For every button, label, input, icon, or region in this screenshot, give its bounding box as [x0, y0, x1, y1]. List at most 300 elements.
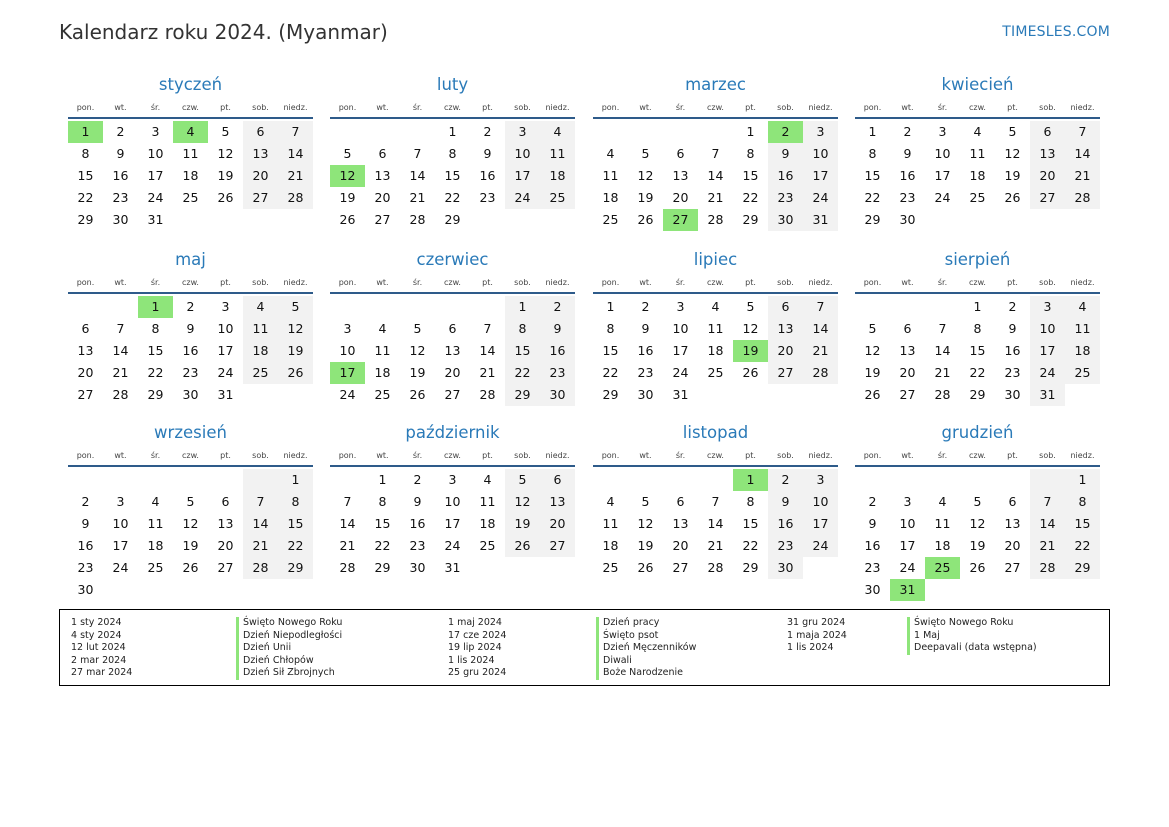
day-cell: 21 — [707, 190, 724, 205]
day-cell: 28 — [803, 362, 838, 384]
day-cell: 11 — [479, 494, 496, 509]
day-cell: 7 — [1030, 491, 1065, 513]
day-cell: 15 — [374, 516, 391, 531]
day-cell: 26 — [182, 560, 199, 575]
weekday-label: sob. — [514, 450, 531, 460]
day-cell: 13 — [77, 343, 94, 358]
empty-cell — [960, 469, 995, 491]
empty-cell — [400, 121, 435, 143]
legend-date: 2 mar 2024 — [71, 654, 127, 666]
day-cell: 16 — [637, 343, 654, 358]
empty-cell — [663, 121, 698, 143]
day-cell: 13 — [374, 168, 391, 183]
day-cell: 23 — [1004, 365, 1021, 380]
day-cell: 12 — [217, 146, 234, 161]
day-cell: 28 — [479, 387, 496, 402]
day-cell: 13 — [672, 516, 689, 531]
day-cell: 9 — [186, 321, 195, 336]
day-cell: 2 — [413, 472, 422, 487]
weekday-label: czw. — [969, 277, 986, 287]
day-cell: 26 — [637, 212, 654, 227]
day-cell: 6 — [448, 321, 457, 336]
day-cell: 25 — [602, 560, 619, 575]
day-cell: 5 — [505, 469, 540, 491]
day-cell: 27 — [1004, 560, 1021, 575]
weekday-header — [68, 445, 313, 467]
day-cell: 12 — [409, 343, 426, 358]
holiday-day-cell: 31 — [890, 579, 925, 601]
legend-holiday-name: Dzień pracy — [596, 617, 696, 630]
day-cell: 22 — [742, 538, 759, 553]
weekday-label: sob. — [1039, 277, 1056, 287]
weekday-label: pon. — [76, 102, 95, 112]
day-cell: 27 — [1030, 187, 1065, 209]
month-name: wrzesień — [154, 423, 227, 442]
day-cell: 21 — [409, 190, 426, 205]
day-cell: 9 — [768, 491, 803, 513]
day-cell: 8 — [378, 494, 387, 509]
empty-cell — [365, 296, 400, 318]
day-cell: 11 — [602, 516, 619, 531]
day-cell: 26 — [637, 560, 654, 575]
day-cell: 10 — [803, 143, 838, 165]
day-cell: 24 — [899, 560, 916, 575]
day-cell: 3 — [803, 469, 838, 491]
day-cell: 16 — [409, 516, 426, 531]
holiday-day-cell: 25 — [925, 557, 960, 579]
weekday-header — [593, 445, 838, 467]
days-grid — [330, 469, 575, 579]
day-cell: 4 — [606, 146, 615, 161]
legend-date: 1 lis 2024 — [787, 642, 834, 654]
legend-date: 1 lis 2024 — [448, 654, 495, 666]
day-cell: 2 — [116, 124, 125, 139]
weekday-label: pon. — [76, 450, 95, 460]
weekday-label: śr. — [937, 450, 948, 460]
day-cell: 11 — [969, 146, 986, 161]
weekday-label: śr. — [150, 277, 161, 287]
empty-cell — [103, 469, 138, 491]
day-cell: 20 — [672, 538, 689, 553]
weekday-label: wt. — [376, 102, 389, 112]
day-cell: 1 — [448, 124, 457, 139]
day-cell: 14 — [409, 168, 426, 183]
empty-cell — [593, 469, 628, 491]
weekday-label: sob. — [252, 102, 269, 112]
legend-holiday-name: Święto Nowego Roku — [236, 617, 342, 630]
days-grid — [68, 296, 313, 406]
day-cell: 31 — [803, 209, 838, 231]
day-cell: 25 — [707, 365, 724, 380]
day-cell: 27 — [77, 387, 94, 402]
day-cell: 19 — [409, 365, 426, 380]
weekday-label: pon. — [601, 277, 620, 287]
day-cell: 22 — [374, 538, 391, 553]
day-cell: 21 — [707, 538, 724, 553]
day-cell: 15 — [77, 168, 94, 183]
weekday-label: wt. — [639, 102, 652, 112]
day-cell: 20 — [768, 340, 803, 362]
day-cell: 22 — [77, 190, 94, 205]
weekday-label: niedz. — [283, 102, 308, 112]
weekday-label: pt. — [220, 102, 231, 112]
day-cell: 30 — [768, 557, 803, 579]
day-cell: 17 — [934, 168, 951, 183]
day-cell: 8 — [448, 146, 457, 161]
weekday-label: sob. — [1039, 102, 1056, 112]
weekday-label: wt. — [639, 450, 652, 460]
day-cell: 2 — [641, 299, 650, 314]
empty-cell — [208, 469, 243, 491]
day-cell: 28 — [934, 387, 951, 402]
empty-cell — [330, 296, 365, 318]
weekday-label: pon. — [601, 450, 620, 460]
day-cell: 6 — [676, 146, 685, 161]
empty-cell — [925, 469, 960, 491]
day-cell: 30 — [637, 387, 654, 402]
day-cell: 30 — [768, 209, 803, 231]
day-cell: 22 — [742, 190, 759, 205]
day-cell: 21 — [1030, 535, 1065, 557]
day-cell: 24 — [112, 560, 129, 575]
day-cell: 11 — [707, 321, 724, 336]
day-cell: 6 — [903, 321, 912, 336]
day-cell: 29 — [278, 557, 313, 579]
holiday-day-cell: 2 — [768, 121, 803, 143]
weekday-header — [330, 272, 575, 294]
empty-cell — [593, 121, 628, 143]
day-cell: 16 — [540, 340, 575, 362]
day-cell: 30 — [864, 582, 881, 597]
day-cell: 4 — [973, 124, 982, 139]
weekday-label: czw. — [707, 277, 724, 287]
day-cell: 26 — [278, 362, 313, 384]
day-cell: 29 — [602, 387, 619, 402]
legend-dates-1 — [71, 617, 132, 680]
day-cell: 17 — [217, 343, 234, 358]
month-4 — [855, 73, 1100, 231]
day-cell: 12 — [637, 516, 654, 531]
day-cell: 7 — [938, 321, 947, 336]
empty-cell — [68, 296, 103, 318]
weekday-label: niedz. — [808, 450, 833, 460]
empty-cell — [663, 469, 698, 491]
day-cell: 23 — [540, 362, 575, 384]
day-cell: 25 — [147, 560, 164, 575]
weekday-label: czw. — [707, 102, 724, 112]
day-cell: 14 — [1030, 513, 1065, 535]
legend-date: 31 gru 2024 — [787, 617, 846, 628]
empty-cell — [995, 469, 1030, 491]
day-cell: 13 — [899, 343, 916, 358]
holiday-day-cell: 17 — [330, 362, 365, 384]
weekday-label: czw. — [969, 450, 986, 460]
day-cell: 26 — [339, 212, 356, 227]
day-cell: 3 — [1030, 296, 1065, 318]
day-cell: 18 — [540, 165, 575, 187]
day-cell: 24 — [803, 187, 838, 209]
day-cell: 2 — [1008, 299, 1017, 314]
weekday-label: wt. — [114, 450, 127, 460]
brand-link[interactable]: TIMESLES.COM — [1002, 24, 1110, 40]
day-cell: 11 — [1065, 318, 1100, 340]
weekday-label: niedz. — [545, 450, 570, 460]
day-cell: 3 — [116, 494, 125, 509]
weekday-label: pon. — [863, 450, 882, 460]
day-cell: 2 — [81, 494, 90, 509]
day-cell: 11 — [243, 318, 278, 340]
weekday-label: pt. — [745, 450, 756, 460]
day-cell: 22 — [505, 362, 540, 384]
day-cell: 17 — [444, 516, 461, 531]
weekday-label: śr. — [675, 277, 686, 287]
day-cell: 23 — [864, 560, 881, 575]
day-cell: 26 — [864, 387, 881, 402]
day-cell: 22 — [602, 365, 619, 380]
month-3 — [593, 73, 838, 231]
day-cell: 28 — [707, 560, 724, 575]
day-cell: 20 — [217, 538, 234, 553]
day-cell: 25 — [1065, 362, 1100, 384]
month-name: sierpień — [944, 250, 1011, 269]
legend-date: 12 lut 2024 — [71, 642, 126, 654]
holiday-day-cell: 27 — [663, 209, 698, 231]
day-cell: 18 — [1065, 340, 1100, 362]
day-cell: 21 — [934, 365, 951, 380]
weekday-label: wt. — [901, 450, 914, 460]
weekday-label: pon. — [338, 277, 357, 287]
day-cell: 8 — [973, 321, 982, 336]
empty-cell — [890, 296, 925, 318]
day-cell: 9 — [903, 146, 912, 161]
day-cell: 26 — [505, 535, 540, 557]
day-cell: 29 — [77, 212, 94, 227]
legend-date: 19 lip 2024 — [448, 642, 502, 654]
day-cell: 18 — [243, 340, 278, 362]
day-cell: 7 — [1065, 121, 1100, 143]
day-cell: 15 — [278, 513, 313, 535]
day-cell: 22 — [969, 365, 986, 380]
day-cell: 21 — [1065, 165, 1100, 187]
holiday-day-cell: 19 — [733, 340, 768, 362]
day-cell: 17 — [803, 513, 838, 535]
day-cell: 7 — [343, 494, 352, 509]
day-cell: 11 — [602, 168, 619, 183]
legend-date: 27 mar 2024 — [71, 667, 133, 679]
month-name: kwiecień — [941, 75, 1014, 94]
day-cell: 27 — [672, 560, 689, 575]
month-name: lipiec — [693, 250, 738, 269]
legend-names-3 — [907, 617, 1037, 655]
day-cell: 21 — [479, 365, 496, 380]
day-cell: 16 — [479, 168, 496, 183]
day-cell: 17 — [1030, 340, 1065, 362]
day-cell: 19 — [278, 340, 313, 362]
day-cell: 18 — [479, 516, 496, 531]
day-cell: 3 — [938, 124, 947, 139]
day-cell: 27 — [444, 387, 461, 402]
day-cell: 12 — [182, 516, 199, 531]
day-cell: 29 — [742, 212, 759, 227]
legend-holiday-name: Deepavali (data wstępna) — [907, 642, 1037, 655]
weekday-label: sob. — [1039, 450, 1056, 460]
day-cell: 28 — [112, 387, 129, 402]
day-cell: 15 — [147, 343, 164, 358]
weekday-label: sob. — [777, 450, 794, 460]
day-cell: 10 — [1030, 318, 1065, 340]
day-cell: 19 — [1004, 168, 1021, 183]
weekday-label: czw. — [182, 450, 199, 460]
day-cell: 9 — [868, 516, 877, 531]
day-cell: 20 — [899, 365, 916, 380]
day-cell: 19 — [182, 538, 199, 553]
days-grid — [855, 469, 1100, 601]
day-cell: 18 — [934, 538, 951, 553]
day-cell: 19 — [637, 538, 654, 553]
day-cell: 8 — [81, 146, 90, 161]
weekday-label: czw. — [182, 277, 199, 287]
empty-cell — [1030, 469, 1065, 491]
day-cell: 11 — [182, 146, 199, 161]
day-cell: 14 — [112, 343, 129, 358]
day-cell: 6 — [1030, 121, 1065, 143]
day-cell: 23 — [899, 190, 916, 205]
day-cell: 6 — [1008, 494, 1017, 509]
day-cell: 5 — [1008, 124, 1017, 139]
day-cell: 9 — [413, 494, 422, 509]
legend-dates-3 — [787, 617, 847, 655]
empty-cell — [628, 469, 663, 491]
weekday-label: pt. — [482, 102, 493, 112]
day-cell: 13 — [1004, 516, 1021, 531]
day-cell: 25 — [243, 362, 278, 384]
legend-date: 1 sty 2024 — [71, 617, 122, 628]
day-cell: 27 — [768, 362, 803, 384]
empty-cell — [173, 469, 208, 491]
day-cell: 26 — [969, 560, 986, 575]
day-cell: 11 — [540, 143, 575, 165]
page-title: Kalendarz roku 2024. (Myanmar) — [59, 20, 388, 44]
day-cell: 2 — [768, 469, 803, 491]
day-cell: 28 — [1030, 557, 1065, 579]
day-cell: 8 — [868, 146, 877, 161]
weekday-label: sob. — [777, 102, 794, 112]
day-cell: 23 — [77, 560, 94, 575]
days-grid — [593, 296, 838, 406]
day-cell: 18 — [707, 343, 724, 358]
day-cell: 20 — [540, 513, 575, 535]
day-cell: 6 — [540, 469, 575, 491]
day-cell: 2 — [483, 124, 492, 139]
weekday-label: pt. — [482, 450, 493, 460]
day-cell: 5 — [221, 124, 230, 139]
day-cell: 15 — [969, 343, 986, 358]
weekday-header — [593, 272, 838, 294]
day-cell: 16 — [77, 538, 94, 553]
day-cell: 24 — [672, 365, 689, 380]
day-cell: 4 — [606, 494, 615, 509]
day-cell: 5 — [746, 299, 755, 314]
day-cell: 18 — [374, 365, 391, 380]
day-cell: 1 — [868, 124, 877, 139]
empty-cell — [855, 469, 890, 491]
day-cell: 31 — [217, 387, 234, 402]
day-cell: 16 — [768, 165, 803, 187]
weekday-label: śr. — [150, 102, 161, 112]
weekday-header — [330, 97, 575, 119]
day-cell: 14 — [803, 318, 838, 340]
day-cell: 28 — [1065, 187, 1100, 209]
weekday-label: śr. — [412, 277, 423, 287]
weekday-label: pt. — [220, 277, 231, 287]
month-10 — [330, 421, 575, 579]
day-cell: 6 — [768, 296, 803, 318]
day-cell: 22 — [444, 190, 461, 205]
day-cell: 14 — [339, 516, 356, 531]
weekday-label: sob. — [252, 450, 269, 460]
day-cell: 1 — [606, 299, 615, 314]
day-cell: 21 — [243, 535, 278, 557]
month-name: październik — [405, 423, 500, 442]
month-name: czerwiec — [416, 250, 489, 269]
month-8 — [855, 248, 1100, 406]
day-cell: 5 — [641, 146, 650, 161]
day-cell: 7 — [711, 146, 720, 161]
day-cell: 5 — [868, 321, 877, 336]
day-cell: 15 — [505, 340, 540, 362]
day-cell: 17 — [899, 538, 916, 553]
day-cell: 3 — [151, 124, 160, 139]
day-cell: 14 — [243, 513, 278, 535]
day-cell: 25 — [182, 190, 199, 205]
day-cell: 10 — [803, 491, 838, 513]
empty-cell — [698, 121, 733, 143]
day-cell: 17 — [147, 168, 164, 183]
day-cell: 23 — [768, 535, 803, 557]
day-cell: 21 — [339, 538, 356, 553]
day-cell: 16 — [768, 513, 803, 535]
day-cell: 1 — [746, 124, 755, 139]
empty-cell — [470, 296, 505, 318]
day-cell: 24 — [217, 365, 234, 380]
day-cell: 6 — [243, 121, 278, 143]
weekday-header — [68, 272, 313, 294]
days-grid — [593, 469, 838, 579]
day-cell: 9 — [483, 146, 492, 161]
weekday-label: śr. — [150, 450, 161, 460]
day-cell: 30 — [112, 212, 129, 227]
day-cell: 29 — [742, 560, 759, 575]
month-1 — [68, 73, 313, 231]
month-2 — [330, 73, 575, 231]
day-cell: 22 — [1065, 535, 1100, 557]
day-cell: 24 — [505, 187, 540, 209]
day-cell: 24 — [934, 190, 951, 205]
weekday-header — [855, 272, 1100, 294]
day-cell: 31 — [147, 212, 164, 227]
day-cell: 29 — [374, 560, 391, 575]
day-cell: 23 — [182, 365, 199, 380]
day-cell: 5 — [343, 146, 352, 161]
day-cell: 30 — [182, 387, 199, 402]
legend-date: 17 cze 2024 — [448, 629, 507, 641]
weekday-label: wt. — [639, 277, 652, 287]
month-name: grudzień — [941, 423, 1014, 442]
legend-holiday-name: Święto Nowego Roku — [907, 617, 1037, 630]
day-cell: 18 — [147, 538, 164, 553]
empty-cell — [103, 296, 138, 318]
day-cell: 16 — [112, 168, 129, 183]
